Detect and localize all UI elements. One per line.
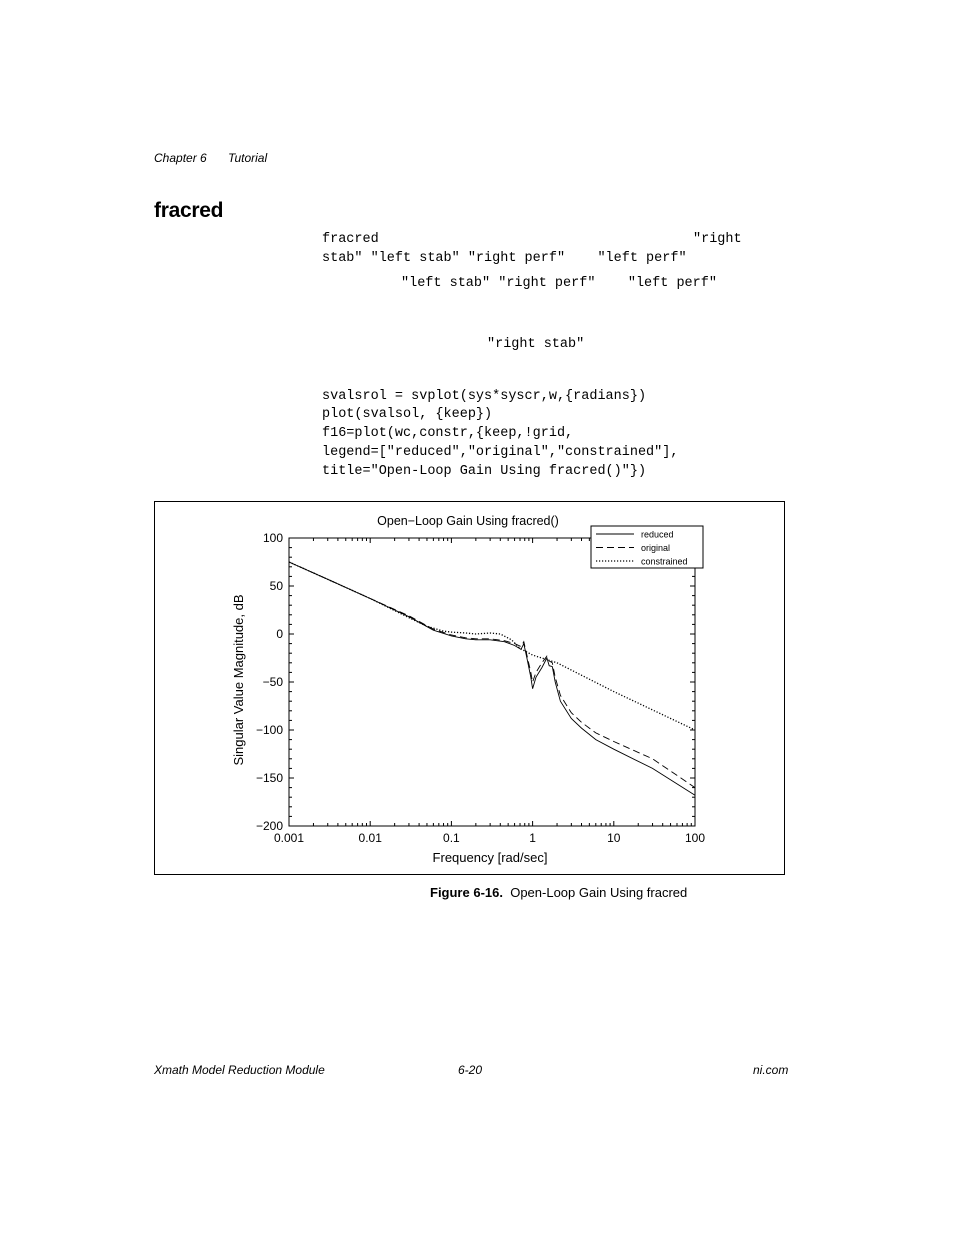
body-code-line3: "left stab" "right perf" "left perf" xyxy=(401,276,717,291)
code-line-5: title="Open-Loop Gain Using fracred()"}) xyxy=(322,464,647,479)
chart-title: Open−Loop Gain Using fracred() xyxy=(377,514,559,528)
code-line-3: f16=plot(wc,constr,{keep,!grid, xyxy=(322,426,574,441)
x-axis-label: Frequency [rad/sec] xyxy=(432,850,548,865)
y-tick-label: 0 xyxy=(276,627,283,641)
y-axis-label: Singular Value Magnitude, dB xyxy=(231,594,246,766)
open-loop-gain-chart xyxy=(155,502,784,874)
series-line-reduced xyxy=(289,562,695,795)
figure-caption-text: Open-Loop Gain Using fracred xyxy=(510,885,688,900)
legend-label-constrained: constrained xyxy=(641,556,688,567)
legend-label-reduced: reduced xyxy=(641,529,674,540)
x-tick-label: 1 xyxy=(529,831,536,845)
x-tick-label: 0.01 xyxy=(358,831,382,845)
body-code-right: "right xyxy=(693,232,742,247)
series-line-constrained xyxy=(289,562,695,730)
legend-label-original: original xyxy=(641,543,671,553)
code-line-2: plot(svalsol, {keep}) xyxy=(322,407,493,422)
x-tick-label: 10 xyxy=(607,831,621,845)
y-tick-label: −200 xyxy=(255,819,283,833)
footer-page-number: 6-20 xyxy=(458,1063,483,1077)
section-label: Tutorial xyxy=(228,151,268,165)
chart-series-layer xyxy=(289,562,695,795)
chapter-label: Chapter 6 xyxy=(154,151,207,165)
code-line-4: legend=["reduced","original","constrained"], xyxy=(322,445,679,460)
page-title: fracred xyxy=(154,199,224,222)
y-tick-label: −150 xyxy=(255,771,283,785)
x-tick-label: 0.001 xyxy=(273,831,305,845)
y-tick-label: −50 xyxy=(262,675,283,689)
footer-site-link[interactable]: ni.com xyxy=(753,1063,789,1077)
body-code-line2: stab" "left stab" "right perf" "left perf" xyxy=(322,251,687,266)
body-code-fracred: fracred xyxy=(322,232,379,247)
figure-caption-label: Figure 6-16. xyxy=(430,885,503,900)
y-tick-label: 50 xyxy=(269,579,283,593)
plot-frame xyxy=(289,538,695,826)
y-tick-label: −100 xyxy=(255,723,283,737)
chart-legend xyxy=(591,526,703,568)
x-tick-label: 100 xyxy=(684,831,706,845)
y-tick-label: 100 xyxy=(262,531,283,545)
code-line-1: svalsrol = svplot(sys*syscr,w,{radians}) xyxy=(322,389,647,404)
series-line-original xyxy=(289,562,695,788)
body-code-right-stab: "right stab" xyxy=(487,337,585,352)
x-tick-label: 0.1 xyxy=(443,831,460,845)
footer-manual-title: Xmath Model Reduction Module xyxy=(154,1063,325,1077)
chart-axes xyxy=(256,531,705,845)
figure-caption xyxy=(430,885,687,900)
figure-frame xyxy=(154,501,785,875)
